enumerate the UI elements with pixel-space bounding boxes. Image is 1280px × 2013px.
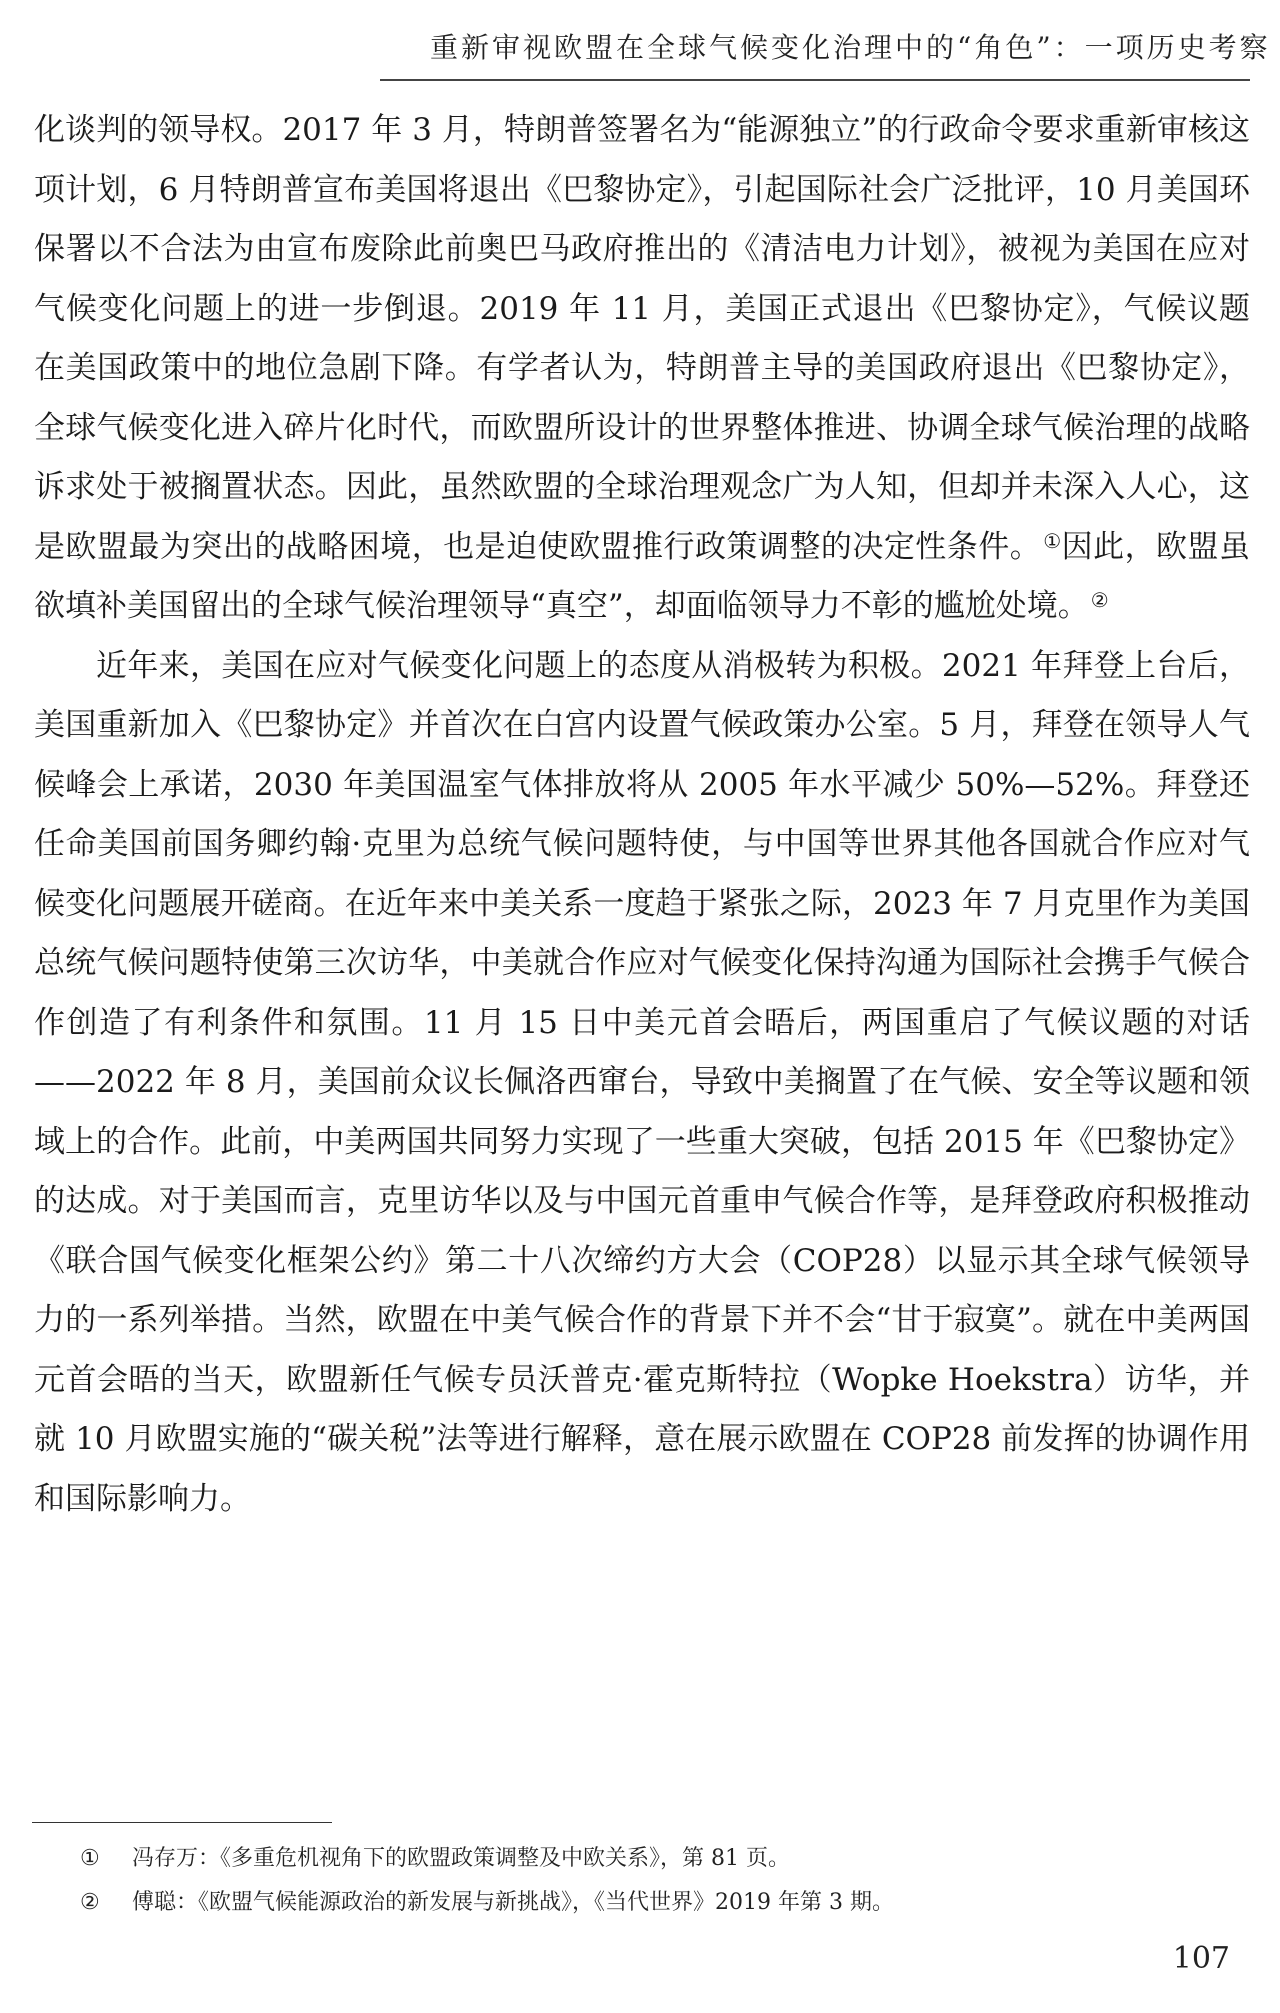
footnote-marker: ① (80, 1846, 100, 1871)
paragraph-1-text-2: 因此，欧盟虽欲填补美国留出的全球气候治理领导“真空”，却面临领导力不彰的尴尬处境。 (34, 528, 1251, 624)
footnote-reference-1: ① (1043, 528, 1062, 553)
footnote-2 (80, 1881, 1230, 1925)
paragraph-2 (34, 637, 1250, 1530)
body-text (34, 101, 1250, 1529)
footnote-text: 傅聪：《欧盟气候能源政治的新发展与新挑战》，《当代世界》2019 年第 3 期。 (132, 1890, 894, 1915)
paragraph-1 (34, 101, 1250, 637)
footnote-marker: ② (80, 1890, 100, 1915)
footnote-reference-2: ② (1090, 588, 1109, 612)
running-header-title: 重新审视欧盟在全球气候变化治理中的“角色”：一项历史考察 (430, 31, 1271, 64)
paragraph-1-text-1: 化谈判的领导权。2017 年 3 月，特朗普签署名为“能源独立”的行政命令要求重新审核这项计划，6 月特朗普宣布美国将退出《巴黎协定》，引起国际社会广泛批评，10 月美国环保署以不合法为由宣布废除此前奥巴马政府推出的《清洁电力计划》，被视为美国在应对气候变化问题上的进一步倒退。2019 年 11 月，美国正式退出《巴黎协定》，气候议题在美国政策中的地位急剧下降。有学者认为，特朗普主导的美国政府退出《巴黎协定》，全球气候变化进入碎片化时代，而欧盟所设计的世界整体推进、协调全球气候治理的战略诉求处于被搁置状态。因此，虽然欧盟的全球治理观念广为人知，但却并未深入人心，这是欧盟最为突出的战略困境，也是迫使欧盟推行政策调整的决定性条件。 (34, 112, 1250, 565)
paragraph-2-text: 近年来，美国在应对气候变化问题上的态度从消极转为积极。2021 年拜登上台后，美国重新加入《巴黎协定》并首次在白宫内设置气候政策办公室。5 月，拜登在领导人气候峰会上承诺，2030 年美国温室气体排放将从 2005 年水平减少 50%—52%。拜登还任命美国前国务卿约翰·克里为总统气候问题特使，与中国等世界其他各国就合作应对气候变化问题展开磋商。在近年来中美关系一度趋于紧张之际，2023 年 7 月克里作为美国总统气候问题特使第三次访华，中美就合作应对气候变化保持沟通为国际社会携手气候合作创造了有利条件和氛围。11 月 15 日中美元首会晤后，两国重启了气候议题的对话——2022 年 8 月，美国前众议长佩洛西窜台，导致中美搁置了在气候、安全等议题和领域上的合作。此前，中美两国共同努力实现了一些重大突破，包括 2015 年《巴黎协定》的达成。对于美国而言，克里访华以及与中国元首重申气候合作等，是拜登政府积极推动《联合国气候变化框架公约》第二十八次缔约方大会（COP28）以显示其全球气候领导力的一系列举措。当然，欧盟在中美气候合作的背景下并不会“甘于寂寞”。就在中美两国元首会晤的当天，欧盟新任气候专员沃普克·霍克斯特拉（Wopke Hoekstra）访华，并就 10 月欧盟实施的“碳关税”法等进行解释，意在展示欧盟在 COP28 前发挥的协调作用和国际影响力。 (34, 647, 1250, 1517)
footnotes (80, 1837, 1230, 1925)
header-divider (380, 79, 1250, 81)
page-number: 107 (1172, 1941, 1230, 1976)
footnote-1 (80, 1837, 1230, 1881)
footnote-text: 冯存万：《多重危机视角下的欧盟政策调整及中欧关系》，第 81 页。 (132, 1846, 790, 1871)
footnote-divider (32, 1822, 332, 1823)
